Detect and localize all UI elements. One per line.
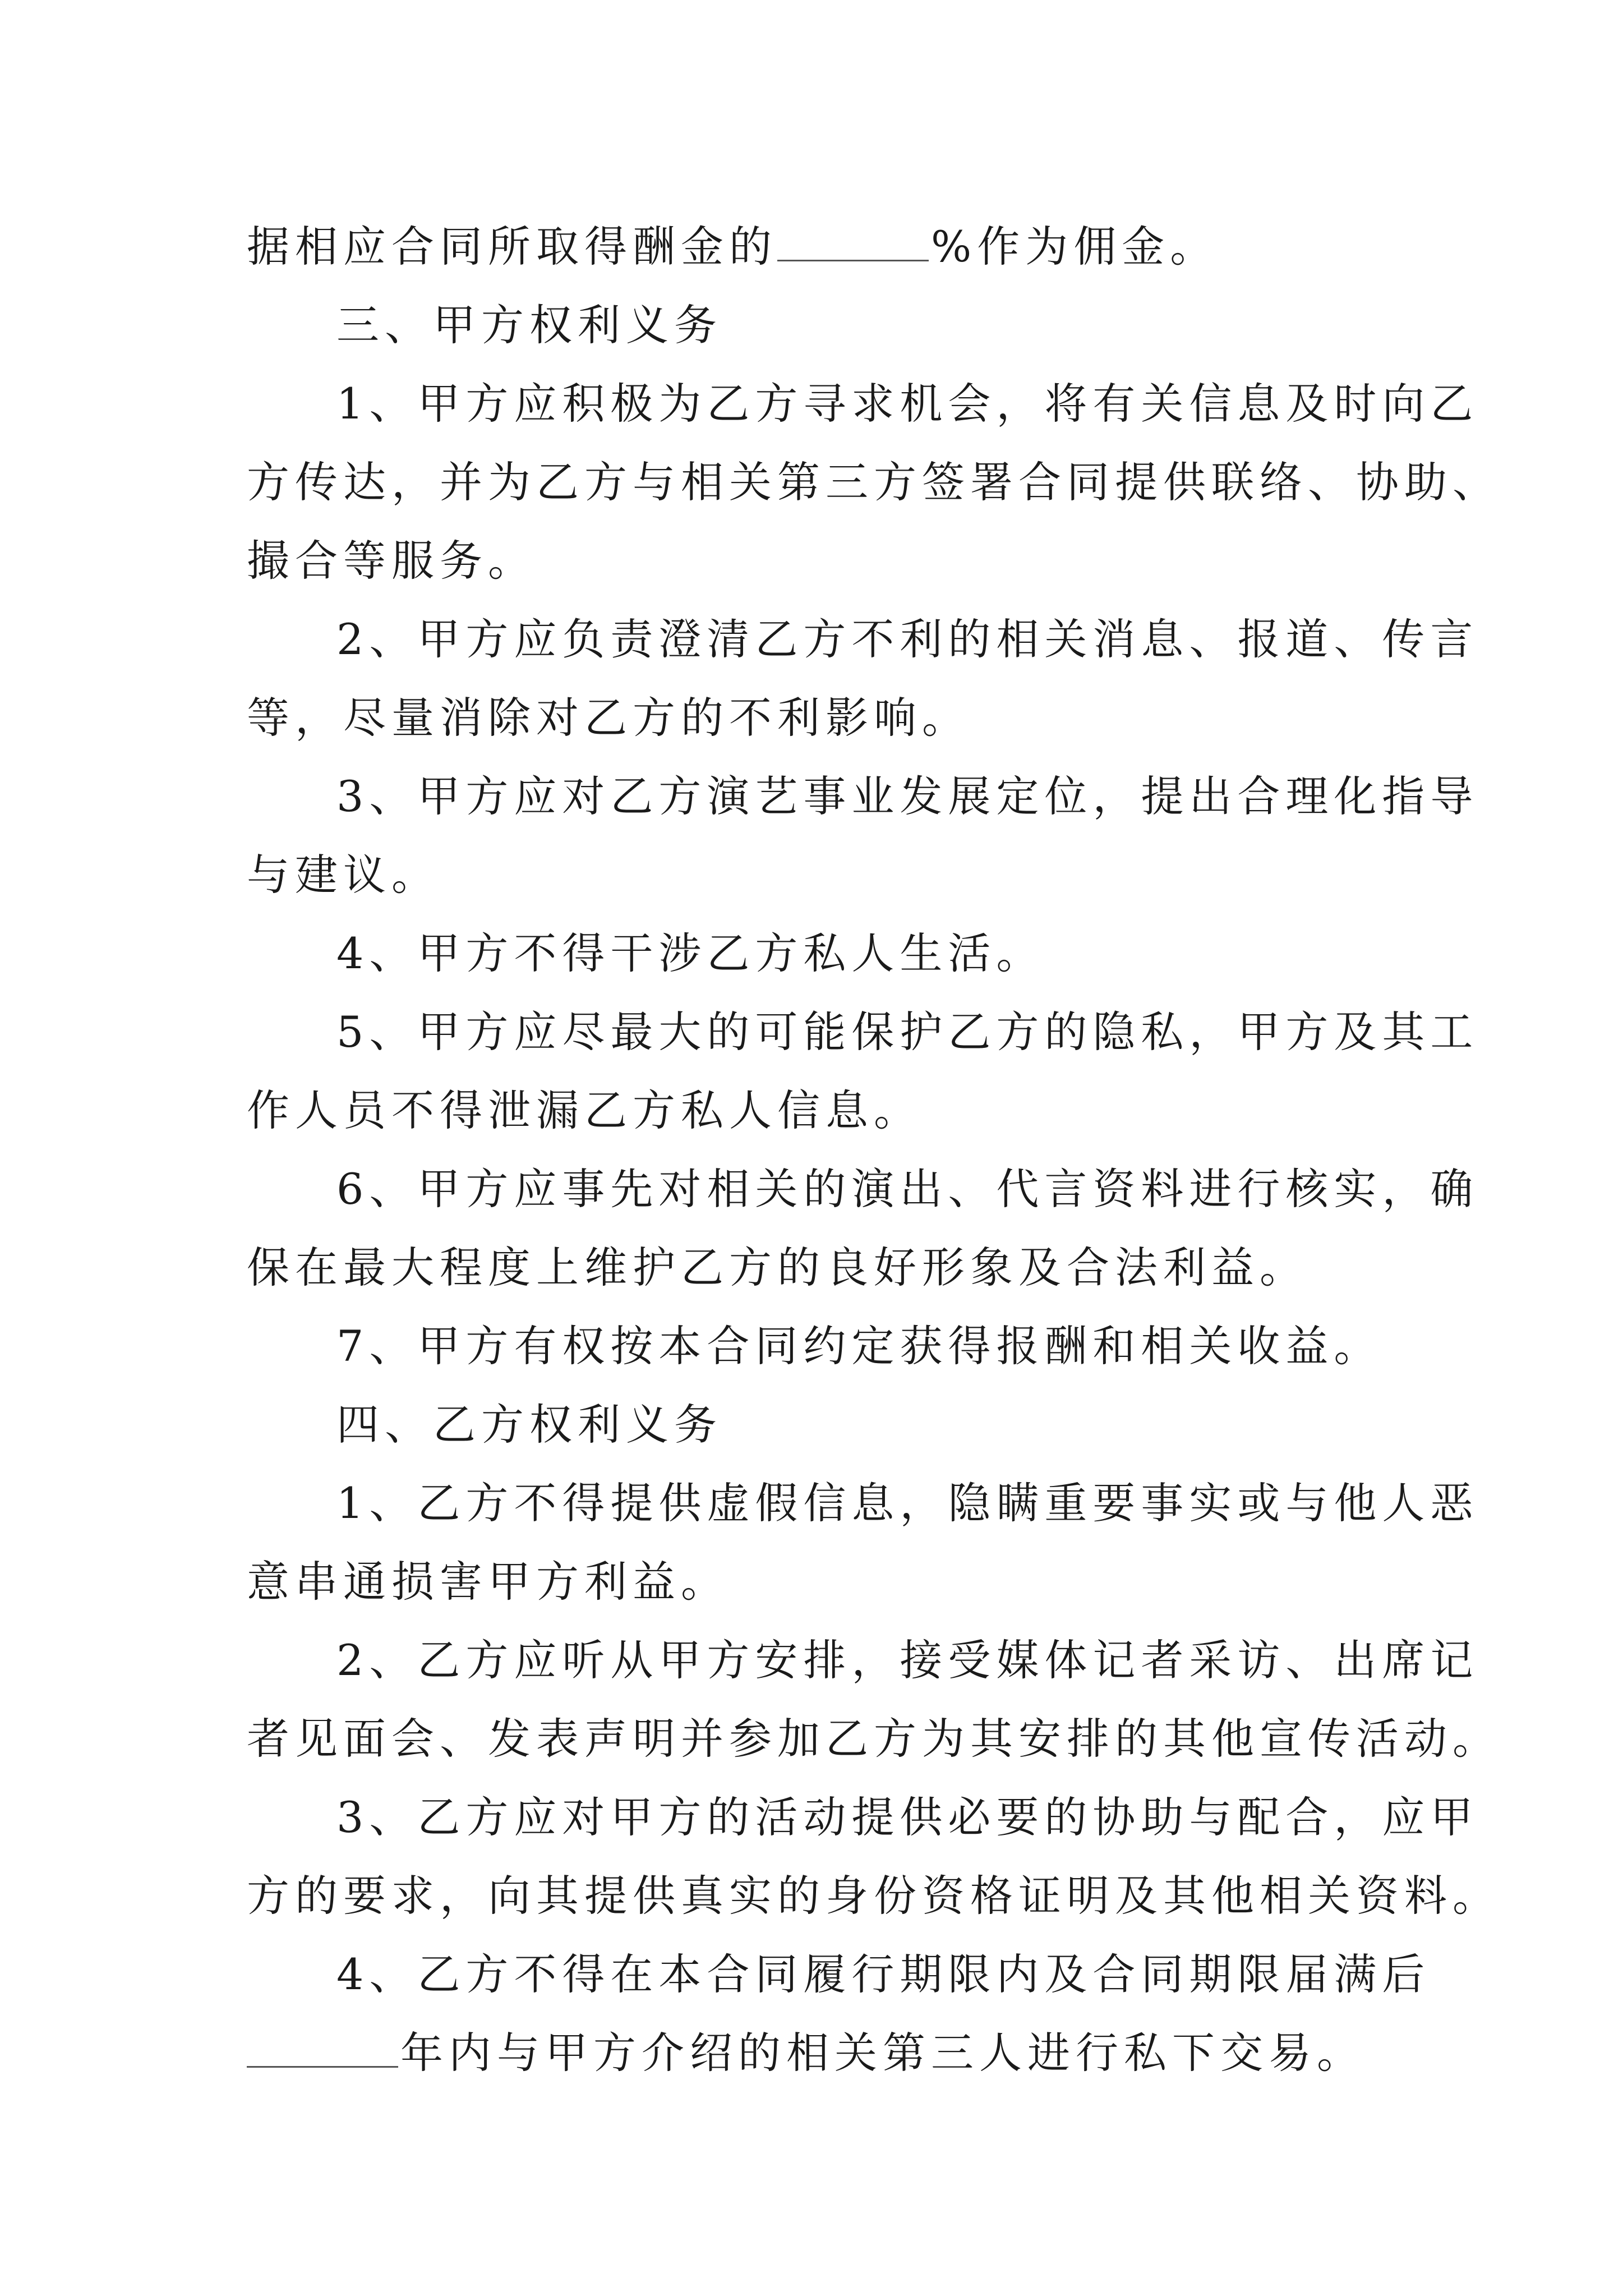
- text-line: 4、甲方不得干涉乙方私人生活。: [336, 928, 1045, 978]
- text-line: 2、甲方应负责澄清乙方不利的相关消息、报道、传言: [336, 614, 1479, 664]
- text-line: 6、甲方应事先对相关的演出、代言资料进行核实，确: [336, 1164, 1479, 1214]
- text-line: 方的要求，向其提供真实的身份资格证明及其他相关资料。: [247, 1871, 1501, 1921]
- text-line: 等，尽量消除对乙方的不利影响。: [247, 693, 970, 743]
- text-line: 方传达，并为乙方与相关第三方签署合同提供联络、协助、: [247, 457, 1501, 507]
- text-line: [247, 2014, 1391, 2092]
- text-line: 与建议。: [247, 850, 440, 900]
- line-text: 据相应合同所取得酬金的: [247, 222, 777, 272]
- contract-body: [247, 208, 1501, 2092]
- text-line: 者见面会、发表声明并参加乙方为其安排的其他宣传活动。: [247, 1714, 1501, 1764]
- line-text: 年内与甲方介绍的相关第三人进行私下交易。: [400, 2028, 1365, 2078]
- text-line: 撮合等服务。: [247, 536, 536, 586]
- text-line: 1、乙方不得提供虚假信息，隐瞒重要事实或与他人恶: [336, 1478, 1479, 1528]
- fill-in-blank[interactable]: [247, 2032, 398, 2068]
- text-line: 1、甲方应积极为乙方寻求机会，将有关信息及时向乙: [336, 379, 1479, 429]
- section-heading: 四、乙方权利义务: [336, 1400, 722, 1450]
- text-line: 作人员不得泄漏乙方私人信息。: [247, 1085, 922, 1135]
- text-line: 3、甲方应对乙方演艺事业发展定位，提出合理化指导: [336, 771, 1479, 821]
- text-line: [247, 208, 1391, 286]
- section-heading: 三、甲方权利义务: [336, 300, 722, 350]
- text-line: 5、甲方应尽最大的可能保护乙方的隐私，甲方及其工: [336, 1007, 1479, 1057]
- text-line: 4、乙方不得在本合同履行期限内及合同期限届满后: [336, 1949, 1431, 1999]
- text-line: 意串通损害甲方利益。: [247, 1557, 729, 1607]
- text-line: 7、甲方有权按本合同约定获得报酬和相关收益。: [336, 1321, 1382, 1371]
- text-line: 3、乙方应对甲方的活动提供必要的协助与配合，应甲: [336, 1792, 1479, 1842]
- line-text: %作为佣金。: [931, 222, 1219, 272]
- text-line: 2、乙方应听从甲方安排，接受媒体记者采访、出席记: [336, 1635, 1479, 1685]
- text-line: 保在最大程度上维护乙方的良好形象及合法利益。: [247, 1243, 1308, 1292]
- fill-in-blank[interactable]: [777, 226, 929, 261]
